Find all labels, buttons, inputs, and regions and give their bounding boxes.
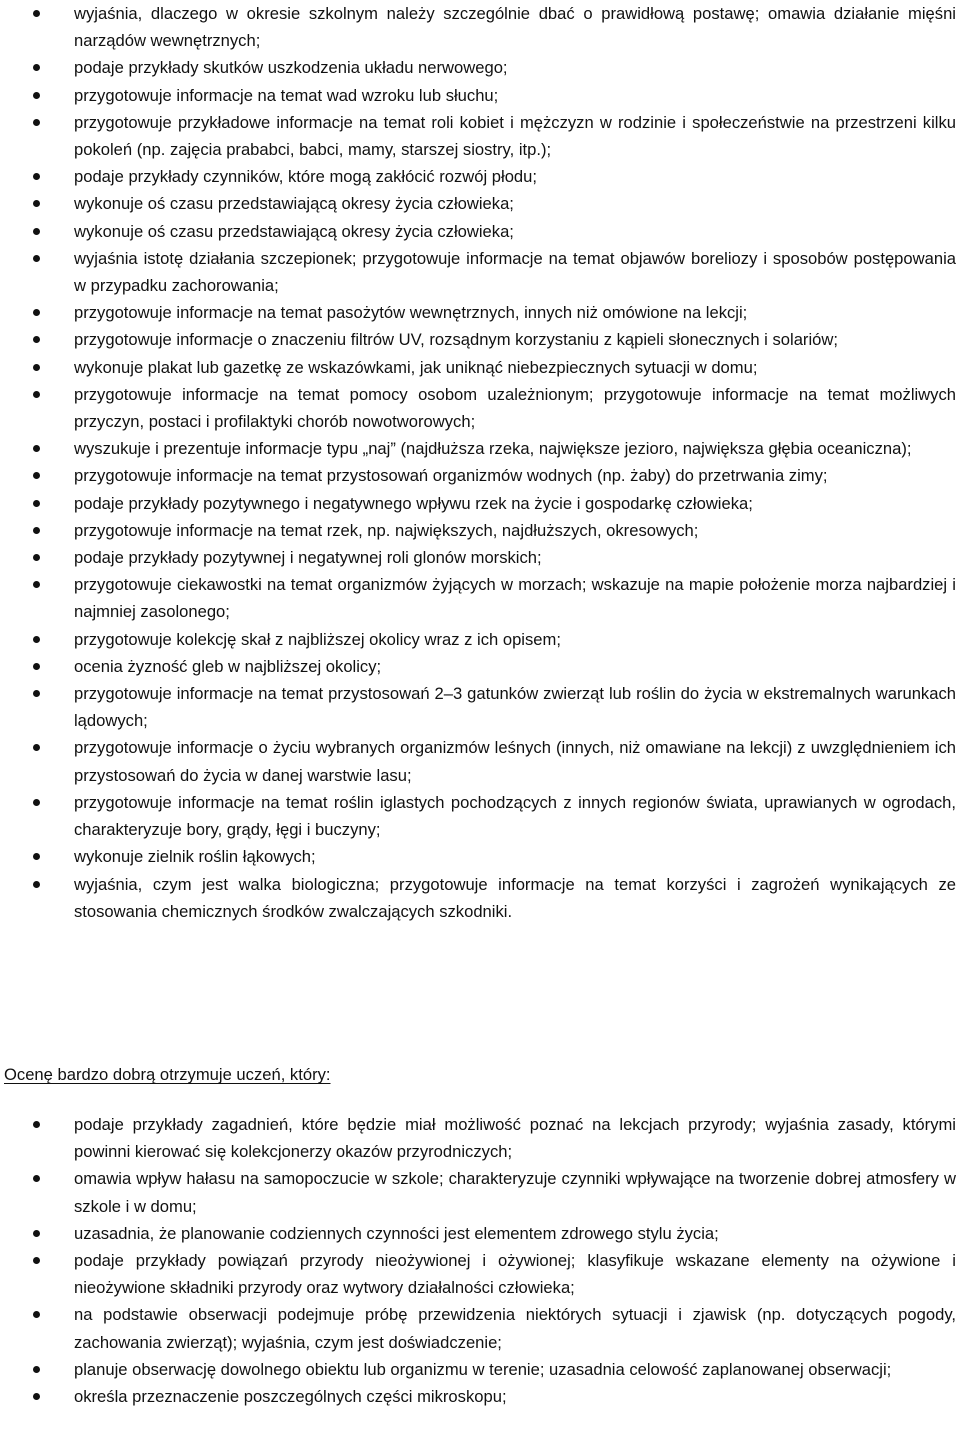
list-item-text: określa przeznaczenie poszczególnych części mikroskopu; <box>74 1387 507 1407</box>
list-item-text: przygotowuje informacje o życiu wybranych organizmów leśnych (innych, niż omawiane na lekcji) z uwzględnieniem ich przystosowań do życia w danej warstwie lasu; <box>74 738 956 785</box>
bullet-icon <box>33 744 40 751</box>
bullet-icon <box>33 554 40 561</box>
list-item <box>0 1247 960 1301</box>
bullet-icon <box>33 636 40 643</box>
bullet-icon <box>33 309 40 316</box>
bullet-icon <box>33 1230 40 1237</box>
list-item <box>0 1356 960 1383</box>
list-item-text: przygotowuje informacje na temat przystosowań organizmów wodnych (np. żaby) do przetrwania zimy; <box>74 466 828 486</box>
bullet-icon <box>33 391 40 398</box>
bullet-icon <box>33 200 40 207</box>
list-item-text: wykonuje oś czasu przedstawiającą okresy życia człowieka; <box>74 194 514 214</box>
list-item <box>0 517 960 544</box>
list-item <box>0 462 960 489</box>
list-item-text: przygotowuje informacje na temat pomocy osobom uzależnionym; przygotowuje informacje na temat możliwych przyczyn, postaci i profilaktyki chorób nowotworowych; <box>74 384 956 432</box>
bullet-icon <box>33 853 40 860</box>
list-item <box>0 626 960 653</box>
list-item <box>0 490 960 517</box>
list-item <box>0 82 960 109</box>
list-item-text: podaje przykłady czynników, które mogą zakłócić rozwój płodu; <box>74 167 538 187</box>
list-item-text: omawia wpływ hałasu na samopoczucie w szkole; charakteryzuje czynniki wpływające na tworzenie dobrej atmosfery w szkole i w domu; <box>74 1169 956 1216</box>
bullet-icon <box>33 1366 40 1373</box>
bullet-icon <box>33 336 40 343</box>
list-item <box>0 354 960 381</box>
bullet-icon <box>33 527 40 534</box>
bullet-icon <box>33 581 40 588</box>
list-item <box>0 734 960 788</box>
list-item-text: planuje obserwację dowolnego obiektu lub organizmu w terenie; uzasadnia celowość zaplanowanej obserwacji; <box>74 1359 892 1379</box>
list-item <box>0 789 960 843</box>
list-item <box>0 190 960 217</box>
list-item-text: uzasadnia, że planowanie codziennych czynności jest elementem zdrowego stylu życia; <box>74 1223 719 1243</box>
list-item <box>0 435 960 462</box>
bullet-icon <box>33 228 40 235</box>
list-item-text: przygotowuje kolekcję skał z najbliższej okolicy wraz z ich opisem; <box>74 629 561 649</box>
bullet-icon <box>33 690 40 697</box>
list-item-text: wykonuje zielnik roślin łąkowych; <box>74 847 316 867</box>
list-item-text: przygotowuje informacje na temat roślin iglastych pochodzących z innych regionów świata, uprawianych w ogrodach, charakteryzuje bory, grądy, łęgi i buczyny; <box>74 792 956 840</box>
list-item <box>0 571 960 625</box>
grade-heading: Ocenę bardzo dobrą otrzymuje uczeń, który: <box>4 1065 331 1084</box>
list-item <box>0 1111 960 1165</box>
requirements-list-b <box>0 1111 960 1410</box>
list-item <box>0 544 960 571</box>
list-item <box>0 1383 960 1410</box>
bullet-icon <box>33 10 40 17</box>
list-item-text: przygotowuje informacje na temat przystosowań 2–3 gatunków zwierząt lub roślin do życia w ekstremalnych warunkach lądowych; <box>74 684 956 731</box>
list-item <box>0 245 960 299</box>
list-item <box>0 54 960 81</box>
list-item-text: przygotowuje informacje o znaczeniu filtrów UV, rozsądnym korzystaniu z kąpieli słonecznych i solariów; <box>74 330 838 350</box>
list-item-text: na podstawie obserwacji podejmuje próbę przewidzenia niektórych sytuacji i zjawisk (np. dotyczących pogody, zachowania zwierząt); wyjaśnia, czym jest doświadczenie; <box>74 1305 956 1352</box>
list-item <box>0 109 960 163</box>
list-item-text: wyjaśnia istotę działania szczepionek; przygotowuje informacje na temat objawów boreliozy i sposobów postępowania w przypadku zachorowania; <box>74 248 956 296</box>
list-item-text: podaje przykłady pozytywnej i negatywnej roli glonów morskich; <box>74 548 542 568</box>
list-item <box>0 0 960 54</box>
bullet-icon <box>33 119 40 126</box>
list-item <box>0 1301 960 1355</box>
list-item <box>0 326 960 353</box>
bullet-icon <box>33 1393 40 1400</box>
list-item-text: przygotowuje informacje na temat wad wzroku lub słuchu; <box>74 85 499 105</box>
bullet-icon <box>33 1175 40 1182</box>
list-item-text: wykonuje plakat lub gazetkę ze wskazówkami, jak uniknąć niebezpiecznych sytuacji w domu; <box>74 357 758 377</box>
list-item-text: przygotowuje przykładowe informacje na temat roli kobiet i mężczyzn w rodzinie i społeczeństwie na przestrzeni kilku pokoleń (np. zajęcia prababci, babci, mamy, starszej siostry, itp.); <box>74 112 956 160</box>
bullet-icon <box>33 1257 40 1264</box>
list-item-text: przygotowuje ciekawostki na temat organizmów żyjących w morzach; wskazuje na mapie położenie morza najbardziej i najmniej zasolonego; <box>74 575 956 622</box>
list-item-text: podaje przykłady skutków uszkodzenia układu nerwowego; <box>74 58 508 78</box>
list-item-text: przygotowuje informacje na temat pasożytów wewnętrznych, innych niż omówione na lekcji; <box>74 303 748 323</box>
list-item <box>0 299 960 326</box>
list-item <box>0 163 960 190</box>
bullet-icon <box>33 500 40 507</box>
bullet-icon <box>33 64 40 71</box>
bullet-icon <box>33 472 40 479</box>
list-item <box>0 381 960 435</box>
list-item <box>0 1220 960 1247</box>
list-item <box>0 680 960 734</box>
list-item <box>0 843 960 870</box>
bullet-icon <box>33 364 40 371</box>
list-item <box>0 653 960 680</box>
bullet-icon <box>33 1121 40 1128</box>
bullet-icon <box>33 799 40 806</box>
list-item <box>0 1165 960 1219</box>
bullet-icon <box>33 881 40 888</box>
bullet-icon <box>33 663 40 670</box>
bullet-icon <box>33 255 40 262</box>
bullet-icon <box>33 445 40 452</box>
list-item-text: podaje przykłady zagadnień, które będzie miał możliwość poznać na lekcjach przyrody; wyjaśnia zasady, którymi powinni kierować się kolekcjonerzy okazów przyrodniczych; <box>74 1115 956 1162</box>
list-item <box>0 218 960 245</box>
bullet-icon <box>33 92 40 99</box>
list-item-text: przygotowuje informacje na temat rzek, np. największych, najdłuższych, okresowych; <box>74 520 699 540</box>
list-item-text: wyjaśnia, dlaczego w okresie szkolnym należy szczególnie dbać o prawidłową postawę; omawia działanie mięśni narządów wewnętrznych; <box>74 4 956 51</box>
list-item-text: podaje przykłady pozytywnego i negatywnego wpływu rzek na życie i gospodarkę człowieka; <box>74 493 753 513</box>
bullet-icon <box>33 173 40 180</box>
list-item-text: wykonuje oś czasu przedstawiającą okresy życia człowieka; <box>74 221 514 241</box>
list-item <box>0 871 960 925</box>
list-item-text: ocenia żyzność gleb w najbliższej okolicy; <box>74 656 382 676</box>
list-item-text: podaje przykłady powiązań przyrody nieożywionej i ożywionej; klasyfikuje wskazane elementy na ożywione i nieożywione składniki przyrody oraz wytwory działalności człowieka; <box>74 1251 956 1298</box>
bullet-icon <box>33 1311 40 1318</box>
list-item-text: wyszukuje i prezentuje informacje typu „naj” (najdłuższa rzeka, największe jezioro, największa głębia oceaniczna); <box>74 439 912 459</box>
list-item-text: wyjaśnia, czym jest walka biologiczna; przygotowuje informacje na temat korzyści i zagrożeń wynikających ze stosowania chemicznych środków zwalczających szkodniki. <box>74 874 956 921</box>
